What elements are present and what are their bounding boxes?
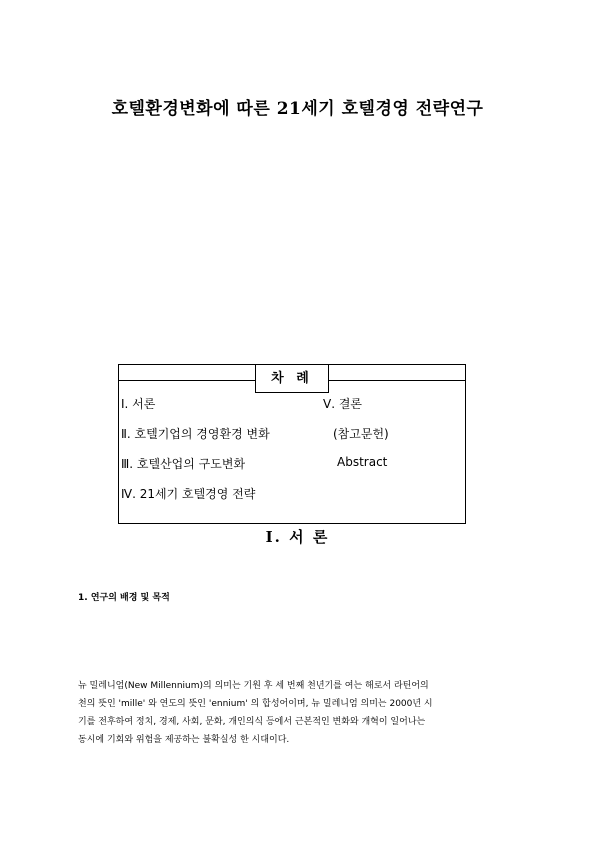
toc-item-references: (참고문헌) bbox=[333, 427, 389, 441]
section-heading: Ⅰ. 서 론 bbox=[265, 528, 330, 546]
toc-item-abstract: Abstract bbox=[337, 455, 388, 469]
toc-item-strategy: Ⅳ. 21세기 호텔경영 전략 bbox=[121, 487, 256, 501]
section-subheading: 1. 연구의 배경 및 목적 bbox=[78, 593, 170, 603]
toc-item-introduction: Ⅰ. 서론 bbox=[121, 397, 156, 411]
table-of-contents bbox=[118, 364, 466, 524]
toc-item-conclusion: Ⅴ. 결론 bbox=[323, 397, 363, 411]
paragraph-line: 천의 뜻인 'mille' 와 연도의 뜻인 'ennium' 의 합성어이며, 뉴 밀레니엄 의미는 2000년 시 bbox=[78, 699, 433, 709]
toc-item-environment-change: Ⅱ. 호텔기업의 경영환경 변화 bbox=[121, 427, 270, 441]
paragraph-line: 동시에 기회와 위험을 제공하는 불확실성 한 시대이다. bbox=[78, 735, 290, 745]
body-paragraph bbox=[78, 677, 518, 749]
toc-item-industry-structure: Ⅲ. 호텔산업의 구도변화 bbox=[121, 457, 246, 471]
toc-caption: 차 례 bbox=[255, 365, 329, 393]
paragraph-line: 기를 전후하여 정치, 경제, 사회, 문화, 개인의식 등에서 근본적인 변화와 개혁이 일어나는 bbox=[78, 717, 426, 727]
paragraph-line: 뉴 밀레니엄(New Millennium)의 의미는 기원 후 세 번째 천년기를 여는 해로서 라틴어의 bbox=[78, 681, 429, 691]
document-title: 호텔환경변화에 따른 21세기 호텔경영 전략연구 bbox=[111, 99, 484, 119]
